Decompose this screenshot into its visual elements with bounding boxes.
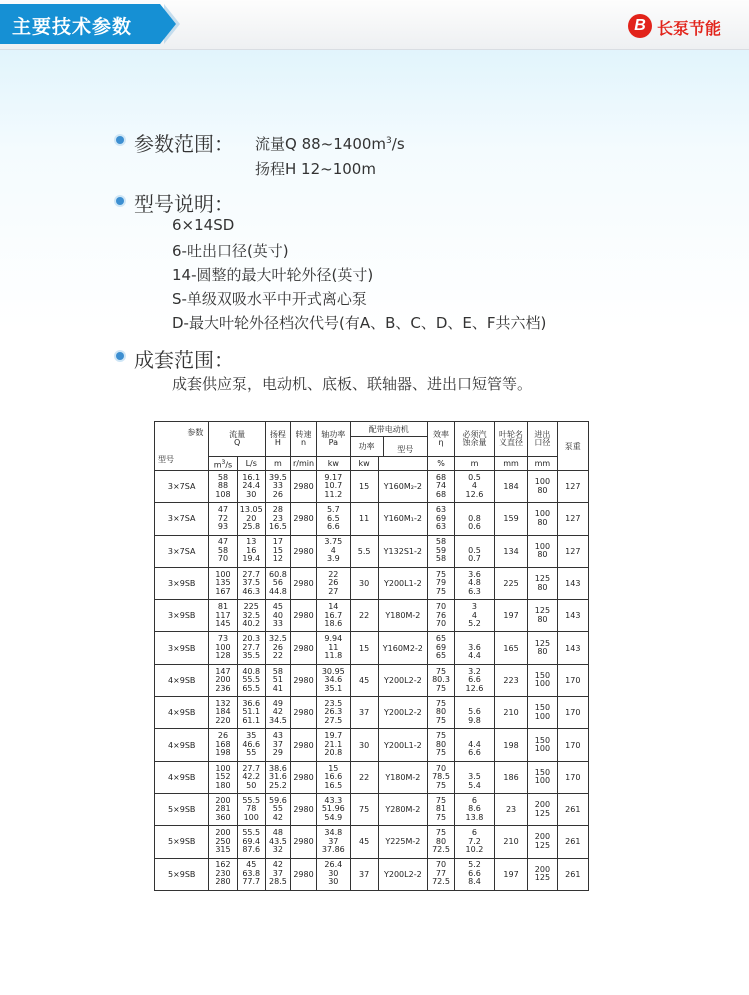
- cell-head: 45 40 33: [265, 600, 290, 632]
- header-flow: 流量 Q: [209, 422, 265, 457]
- cell-flow-m3: 47 58 70: [209, 535, 237, 567]
- params-flow: [255, 133, 405, 154]
- cell-shaft-power: 19.7 21.1 20.8: [317, 729, 350, 761]
- cell-weight: 261: [557, 826, 588, 858]
- cell-speed: 2980: [290, 729, 316, 761]
- header-impeller: 叶轮名 义直径: [494, 422, 527, 457]
- cell-flow-ls: 13 16 19.4: [237, 535, 265, 567]
- cell-shaft-power: 9.94 11 11.8: [317, 632, 350, 664]
- cell-port: 150 100: [528, 761, 557, 793]
- cell-motor-power: 37: [350, 697, 378, 729]
- cell-motor-model: Y200L2-2: [378, 664, 427, 696]
- cell-port: 125 80: [528, 567, 557, 599]
- unit-eff: %: [427, 457, 454, 471]
- cell-npsh: 0.5 4 12.6: [455, 471, 495, 503]
- table-row: [155, 826, 589, 858]
- table-row: [155, 600, 589, 632]
- cell-efficiency: 75 80.3 75: [427, 664, 454, 696]
- table-row: [155, 858, 589, 890]
- scope-heading: 成套范围：: [134, 348, 234, 372]
- cell-motor-model: Y225M-2: [378, 826, 427, 858]
- cell-npsh: 3.6 4.8 6.3: [455, 567, 495, 599]
- cell-motor-model: Y200L1-2: [378, 567, 427, 599]
- cell-speed: 2980: [290, 632, 316, 664]
- cell-motor-model: Y180M-2: [378, 600, 427, 632]
- cell-head: 48 43.5 32: [265, 826, 290, 858]
- cell-motor-model: Y180M-2: [378, 761, 427, 793]
- unit-speed: r/min: [290, 457, 316, 471]
- cell-weight: 127: [557, 471, 588, 503]
- cell-model: 3×9SB: [155, 600, 209, 632]
- cell-model: 3×9SB: [155, 632, 209, 664]
- cell-motor-power: 22: [350, 600, 378, 632]
- cell-efficiency: 63 69 63: [427, 503, 454, 535]
- cell-weight: 170: [557, 729, 588, 761]
- cell-model: 4×9SB: [155, 729, 209, 761]
- page-title: 主要技术参数: [12, 16, 133, 38]
- header-weight: 泵重: [557, 422, 588, 471]
- cell-flow-ls: 36.6 51.1 61.1: [237, 697, 265, 729]
- bullet-dot-icon: [116, 197, 124, 205]
- cell-head: 58 51 41: [265, 664, 290, 696]
- header-head: 扬程 H: [265, 422, 290, 457]
- cell-weight: 261: [557, 858, 588, 890]
- cell-weight: 127: [557, 503, 588, 535]
- cell-motor-model: Y200L2-2: [378, 697, 427, 729]
- cell-npsh: 3.6 4.4: [455, 632, 495, 664]
- cell-model: 5×9SB: [155, 826, 209, 858]
- cell-model: 4×9SB: [155, 761, 209, 793]
- table-body: [155, 471, 589, 891]
- cell-flow-ls: 40.8 55.5 65.5: [237, 664, 265, 696]
- cell-motor-power: 45: [350, 664, 378, 696]
- cell-speed: 2980: [290, 503, 316, 535]
- unit-flow-m3: $m^3/s$: [209, 457, 237, 471]
- cell-weight: 170: [557, 697, 588, 729]
- cell-port: 150 100: [528, 697, 557, 729]
- model-line: 14-圆整的最大叶轮外径(英寸): [172, 266, 374, 284]
- bullet-dot-icon: [116, 352, 124, 360]
- cell-head: 38.6 31.6 25.2: [265, 761, 290, 793]
- params-flow-sup: 3: [386, 136, 392, 146]
- cell-weight: 127: [557, 535, 588, 567]
- model-line: 6-吐出口径(英寸): [172, 242, 289, 260]
- cell-head: 42 37 28.5: [265, 858, 290, 890]
- cell-speed: 2980: [290, 697, 316, 729]
- cell-flow-ls: 55.5 78 100: [237, 793, 265, 825]
- header-motor: [350, 422, 427, 457]
- cell-head: 32.5 26 22: [265, 632, 290, 664]
- cell-model: 3×7SA: [155, 471, 209, 503]
- cell-impeller: 23: [494, 793, 527, 825]
- cell-efficiency: 70 78.5 75: [427, 761, 454, 793]
- unit-head: m: [265, 457, 290, 471]
- cell-npsh: 3 4 5.2: [455, 600, 495, 632]
- cell-shaft-power: 30.95 34.6 35.1: [317, 664, 350, 696]
- cell-port: 200 125: [528, 793, 557, 825]
- cell-flow-m3: 47 72 93: [209, 503, 237, 535]
- params-flow-prefix: 流量Q 88~1400m: [255, 135, 387, 153]
- cell-flow-m3: 100 152 180: [209, 761, 237, 793]
- cell-impeller: 134: [494, 535, 527, 567]
- cell-flow-ls: 20.3 27.7 35.5: [237, 632, 265, 664]
- cell-speed: 2980: [290, 567, 316, 599]
- cell-flow-m3: 58 88 108: [209, 471, 237, 503]
- cell-motor-model: Y132S1-2: [378, 535, 427, 567]
- cell-flow-ls: 27.7 37.5 46.3: [237, 567, 265, 599]
- table-row: [155, 729, 589, 761]
- cell-motor-power: 11: [350, 503, 378, 535]
- cell-impeller: 223: [494, 664, 527, 696]
- table-row: [155, 503, 589, 535]
- brand-name: 长泵节能: [657, 19, 722, 38]
- cell-speed: 2980: [290, 664, 316, 696]
- header-corner-cell: [155, 422, 209, 471]
- cell-shaft-power: 3.75 4 3.9: [317, 535, 350, 567]
- cell-flow-ls: 35 46.6 55: [237, 729, 265, 761]
- cell-flow-ls: 55.5 69.4 87.6: [237, 826, 265, 858]
- cell-impeller: 225: [494, 567, 527, 599]
- cell-head: 43 37 29: [265, 729, 290, 761]
- cell-weight: 170: [557, 664, 588, 696]
- cell-efficiency: 65 69 65: [427, 632, 454, 664]
- cell-shaft-power: 43.3 51.96 54.9: [317, 793, 350, 825]
- cell-efficiency: 75 81 75: [427, 793, 454, 825]
- cell-npsh: 6 8.6 13.8: [455, 793, 495, 825]
- cell-npsh: 5.6 9.8: [455, 697, 495, 729]
- unit-flow-ls: L/s: [237, 457, 265, 471]
- cell-impeller: 197: [494, 858, 527, 890]
- cell-motor-model: Y280M-2: [378, 793, 427, 825]
- cell-flow-m3: 147 200 236: [209, 664, 237, 696]
- cell-npsh: 5.2 6.6 8.4: [455, 858, 495, 890]
- cell-shaft-power: 26.4 30 30: [317, 858, 350, 890]
- cell-port: 100 80: [528, 503, 557, 535]
- table-row: [155, 664, 589, 696]
- cell-model: 5×9SB: [155, 858, 209, 890]
- bullet-dot-icon: [116, 136, 124, 144]
- cell-head: 59.6 55 42: [265, 793, 290, 825]
- cell-flow-m3: 162 230 280: [209, 858, 237, 890]
- cell-port: 125 80: [528, 632, 557, 664]
- cell-shaft-power: 22 26 27: [317, 567, 350, 599]
- unit-port: mm: [528, 457, 557, 471]
- params-heading: 参数范围：: [134, 132, 234, 156]
- cell-efficiency: 75 79 75: [427, 567, 454, 599]
- cell-npsh: 6 7.2 10.2: [455, 826, 495, 858]
- cell-npsh: 0.5 0.7: [455, 535, 495, 567]
- cell-motor-power: 15: [350, 471, 378, 503]
- cell-impeller: 198: [494, 729, 527, 761]
- table-row: [155, 471, 589, 503]
- header-npsh: 必须汽 蚀余量: [455, 422, 495, 457]
- cell-shaft-power: 34.8 37 37.86: [317, 826, 350, 858]
- cell-weight: 143: [557, 632, 588, 664]
- cell-impeller: 210: [494, 826, 527, 858]
- cell-head: 17 15 12: [265, 535, 290, 567]
- cell-head: 39.5 33 26: [265, 471, 290, 503]
- cell-impeller: 165: [494, 632, 527, 664]
- cell-motor-model: Y160M₁-2: [378, 503, 427, 535]
- cell-impeller: 186: [494, 761, 527, 793]
- cell-motor-power: 30: [350, 567, 378, 599]
- table-row: [155, 793, 589, 825]
- cell-efficiency: 75 80 72.5: [427, 826, 454, 858]
- cell-motor-model: Y160M₂-2: [378, 471, 427, 503]
- cell-flow-m3: 81 117 145: [209, 600, 237, 632]
- cell-speed: 2980: [290, 471, 316, 503]
- params-flow-suffix: /s: [391, 135, 405, 153]
- spec-table: [154, 421, 589, 891]
- header-motor-model: 型号: [397, 445, 414, 454]
- cell-model: 3×7SA: [155, 535, 209, 567]
- cell-port: 100 80: [528, 535, 557, 567]
- cell-flow-ls: 45 63.8 77.7: [237, 858, 265, 890]
- cell-speed: 2980: [290, 600, 316, 632]
- cell-flow-m3: 73 100 128: [209, 632, 237, 664]
- cell-impeller: 159: [494, 503, 527, 535]
- cell-port: 200 125: [528, 858, 557, 890]
- cell-motor-model: Y160M2-2: [378, 632, 427, 664]
- cell-shaft-power: 14 16.7 18.6: [317, 600, 350, 632]
- cell-impeller: 184: [494, 471, 527, 503]
- cell-impeller: 210: [494, 697, 527, 729]
- header-bar: [0, 0, 749, 50]
- cell-model: 4×9SB: [155, 664, 209, 696]
- header-motor-power: 功率: [351, 437, 384, 456]
- cell-flow-ls: 27.7 42.2 50: [237, 761, 265, 793]
- table-unit-row: [155, 457, 589, 471]
- cell-flow-m3: 200 250 315: [209, 826, 237, 858]
- cell-flow-m3: 200 281 360: [209, 793, 237, 825]
- cell-head: 28 23 16.5: [265, 503, 290, 535]
- table-row: [155, 535, 589, 567]
- params-head: 扬程H 12~100m: [255, 160, 376, 178]
- cell-model: 3×9SB: [155, 567, 209, 599]
- scope-text: 成套供应泵，电动机、底板、联轴器、进出口短管等。: [172, 375, 533, 393]
- cell-port: 100 80: [528, 471, 557, 503]
- cell-impeller: 197: [494, 600, 527, 632]
- header-model: 型号: [158, 455, 174, 464]
- table-row: [155, 567, 589, 599]
- header-shaft-power: 轴功率 Pa: [317, 422, 350, 457]
- cell-flow-m3: 132 184 220: [209, 697, 237, 729]
- header-efficiency: 效率 η: [427, 422, 454, 457]
- header-param: 参数: [187, 428, 204, 437]
- cell-weight: 261: [557, 793, 588, 825]
- table-header-row: [155, 422, 589, 457]
- cell-efficiency: 70 77 72.5: [427, 858, 454, 890]
- cell-model: 3×7SA: [155, 503, 209, 535]
- cell-motor-power: 22: [350, 761, 378, 793]
- cell-speed: 2980: [290, 858, 316, 890]
- cell-npsh: 0.8 0.6: [455, 503, 495, 535]
- cell-weight: 170: [557, 761, 588, 793]
- table-row: [155, 697, 589, 729]
- unit-npsh: m: [455, 457, 495, 471]
- cell-speed: 2980: [290, 761, 316, 793]
- header-port: 进出 口径: [528, 422, 557, 457]
- header-motor-title: 配带电动机: [351, 422, 427, 437]
- cell-shaft-power: 5.7 6.5 6.6: [317, 503, 350, 535]
- cell-weight: 143: [557, 600, 588, 632]
- cell-npsh: 3.2 6.6 12.6: [455, 664, 495, 696]
- cell-speed: 2980: [290, 535, 316, 567]
- cell-efficiency: 70 76 70: [427, 600, 454, 632]
- cell-port: 200 125: [528, 826, 557, 858]
- model-line: D-最大叶轮外径档次代号(有A、B、C、D、E、F共六档): [172, 314, 547, 332]
- cell-flow-ls: 16.1 24.4 30: [237, 471, 265, 503]
- header-speed: 转速 n: [290, 422, 316, 457]
- unit-motor-model: [378, 457, 427, 471]
- cell-flow-ls: 13.05 20 25.8: [237, 503, 265, 535]
- model-line: S-单级双吸水平中开式离心泵: [172, 290, 367, 308]
- cell-motor-model: Y200L1-2: [378, 729, 427, 761]
- cell-npsh: 4.4 6.6: [455, 729, 495, 761]
- cell-speed: 2980: [290, 826, 316, 858]
- cell-motor-power: 37: [350, 858, 378, 890]
- cell-efficiency: 75 80 75: [427, 697, 454, 729]
- table-row: [155, 761, 589, 793]
- header-tag-arrow: [160, 4, 176, 44]
- model-line: 6×14SD: [172, 216, 235, 234]
- cell-port: 150 100: [528, 664, 557, 696]
- cell-port: 150 100: [528, 729, 557, 761]
- cell-motor-power: 30: [350, 729, 378, 761]
- unit-shaft: kw: [317, 457, 350, 471]
- cell-head: 49 42 34.5: [265, 697, 290, 729]
- unit-impeller: mm: [494, 457, 527, 471]
- model-heading: 型号说明：: [134, 192, 234, 216]
- cell-model: 4×9SB: [155, 697, 209, 729]
- cell-weight: 143: [557, 567, 588, 599]
- cell-port: 125 80: [528, 600, 557, 632]
- cell-shaft-power: 23.5 26.3 27.5: [317, 697, 350, 729]
- cell-motor-power: 75: [350, 793, 378, 825]
- cell-efficiency: 75 80 75: [427, 729, 454, 761]
- cell-efficiency: 68 74 68: [427, 471, 454, 503]
- unit-motor-power: kw: [350, 457, 378, 471]
- cell-flow-ls: 225 32.5 40.2: [237, 600, 265, 632]
- cell-speed: 2980: [290, 793, 316, 825]
- cell-motor-model: Y200L2-2: [378, 858, 427, 890]
- cell-flow-m3: 26 168 198: [209, 729, 237, 761]
- cell-motor-power: 15: [350, 632, 378, 664]
- cell-motor-power: 5.5: [350, 535, 378, 567]
- brand-logo-icon: B: [628, 14, 652, 38]
- cell-efficiency: 58 59 58: [427, 535, 454, 567]
- cell-shaft-power: 9.17 10.7 11.2: [317, 471, 350, 503]
- cell-head: 60.8 56 44.8: [265, 567, 290, 599]
- cell-model: 5×9SB: [155, 793, 209, 825]
- cell-npsh: 3.5 5.4: [455, 761, 495, 793]
- cell-flow-m3: 100 135 167: [209, 567, 237, 599]
- cell-motor-power: 45: [350, 826, 378, 858]
- table-row: [155, 632, 589, 664]
- cell-shaft-power: 15 16.6 16.5: [317, 761, 350, 793]
